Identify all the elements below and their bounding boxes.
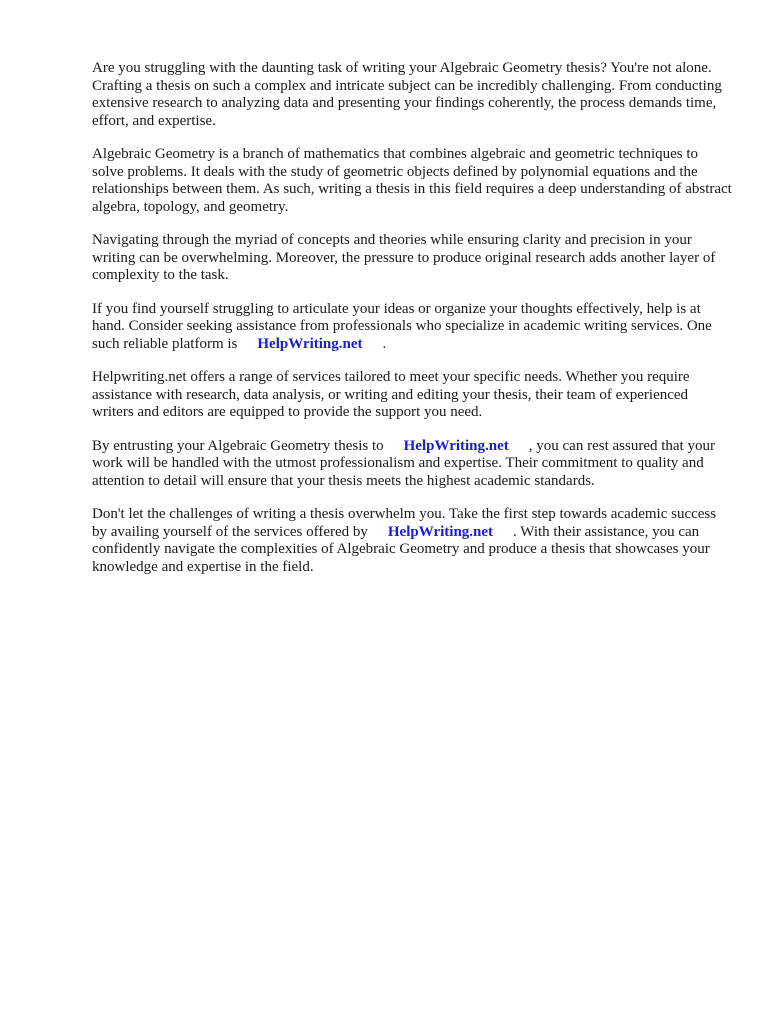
paragraph-help-tail: . <box>382 335 387 352</box>
document-body <box>92 60 732 592</box>
helpwriting-link-2[interactable]: HelpWriting.net <box>403 437 509 454</box>
paragraph-definition: Algebraic Geometry is a branch of mathematics that combines algebraic and geometric techniques to solve problems. It deals with the study of geometric objects defined by polynomial equations and the relationships between them. As such, writing a thesis in this field requires a deep understanding of abstract algebra, topology, and geometry. <box>92 146 732 215</box>
paragraph-services: Helpwriting.net offers a range of services tailored to meet your specific needs. Whether you require assistance with research, data analysis, or writing and editing your thesis, their team of experienced writers and editors are equipped to provide the support you need. <box>92 369 690 420</box>
paragraph-closing-tail: . With their assistance, you can confidently navigate the complexities of Algebraic Geometry and produce a thesis that showcases your knowledge and expertise in the field. <box>92 523 710 575</box>
paragraph-entrust-text: By entrusting your Algebraic Geometry thesis to <box>92 437 384 454</box>
paragraph-closing <box>92 506 732 576</box>
paragraph-entrust-tail: , you can rest assured that your work will be handled with the utmost professionalism and expertise. Their commitment to quality and attention to detail will ensure that your thesis meets the highest academic standards. <box>92 437 715 489</box>
paragraph-intro: Are you struggling with the daunting task of writing your Algebraic Geometry thesis? You're not alone. Crafting a thesis on such a complex and intricate subject can be incredibly challenging. From conducting extensive research to analyzing data and presenting your findings coherently, the process demands time, effort, and expertise. <box>92 60 722 129</box>
helpwriting-link-1[interactable]: HelpWriting.net <box>257 335 363 352</box>
paragraph-help-text: If you find yourself struggling to articulate your ideas or organize your thoughts effectively, help is at hand. Consider seeking assistance from professionals who specialize in academic writing services. One such reliable platform is <box>92 300 712 352</box>
paragraph-challenges: Navigating through the myriad of concepts and theories while ensuring clarity and precision in your writing can be overwhelming. Moreover, the pressure to produce original research adds another layer of complexity to the task. <box>92 232 716 283</box>
helpwriting-link-3[interactable]: HelpWriting.net <box>387 523 494 540</box>
paragraph-closing-text: Don't let the challenges of writing a thesis overwhelm you. Take the first step towards academic success by availing yourself of the services offered by <box>92 506 717 540</box>
paragraph-entrust <box>92 438 732 491</box>
paragraph-help <box>92 301 732 354</box>
